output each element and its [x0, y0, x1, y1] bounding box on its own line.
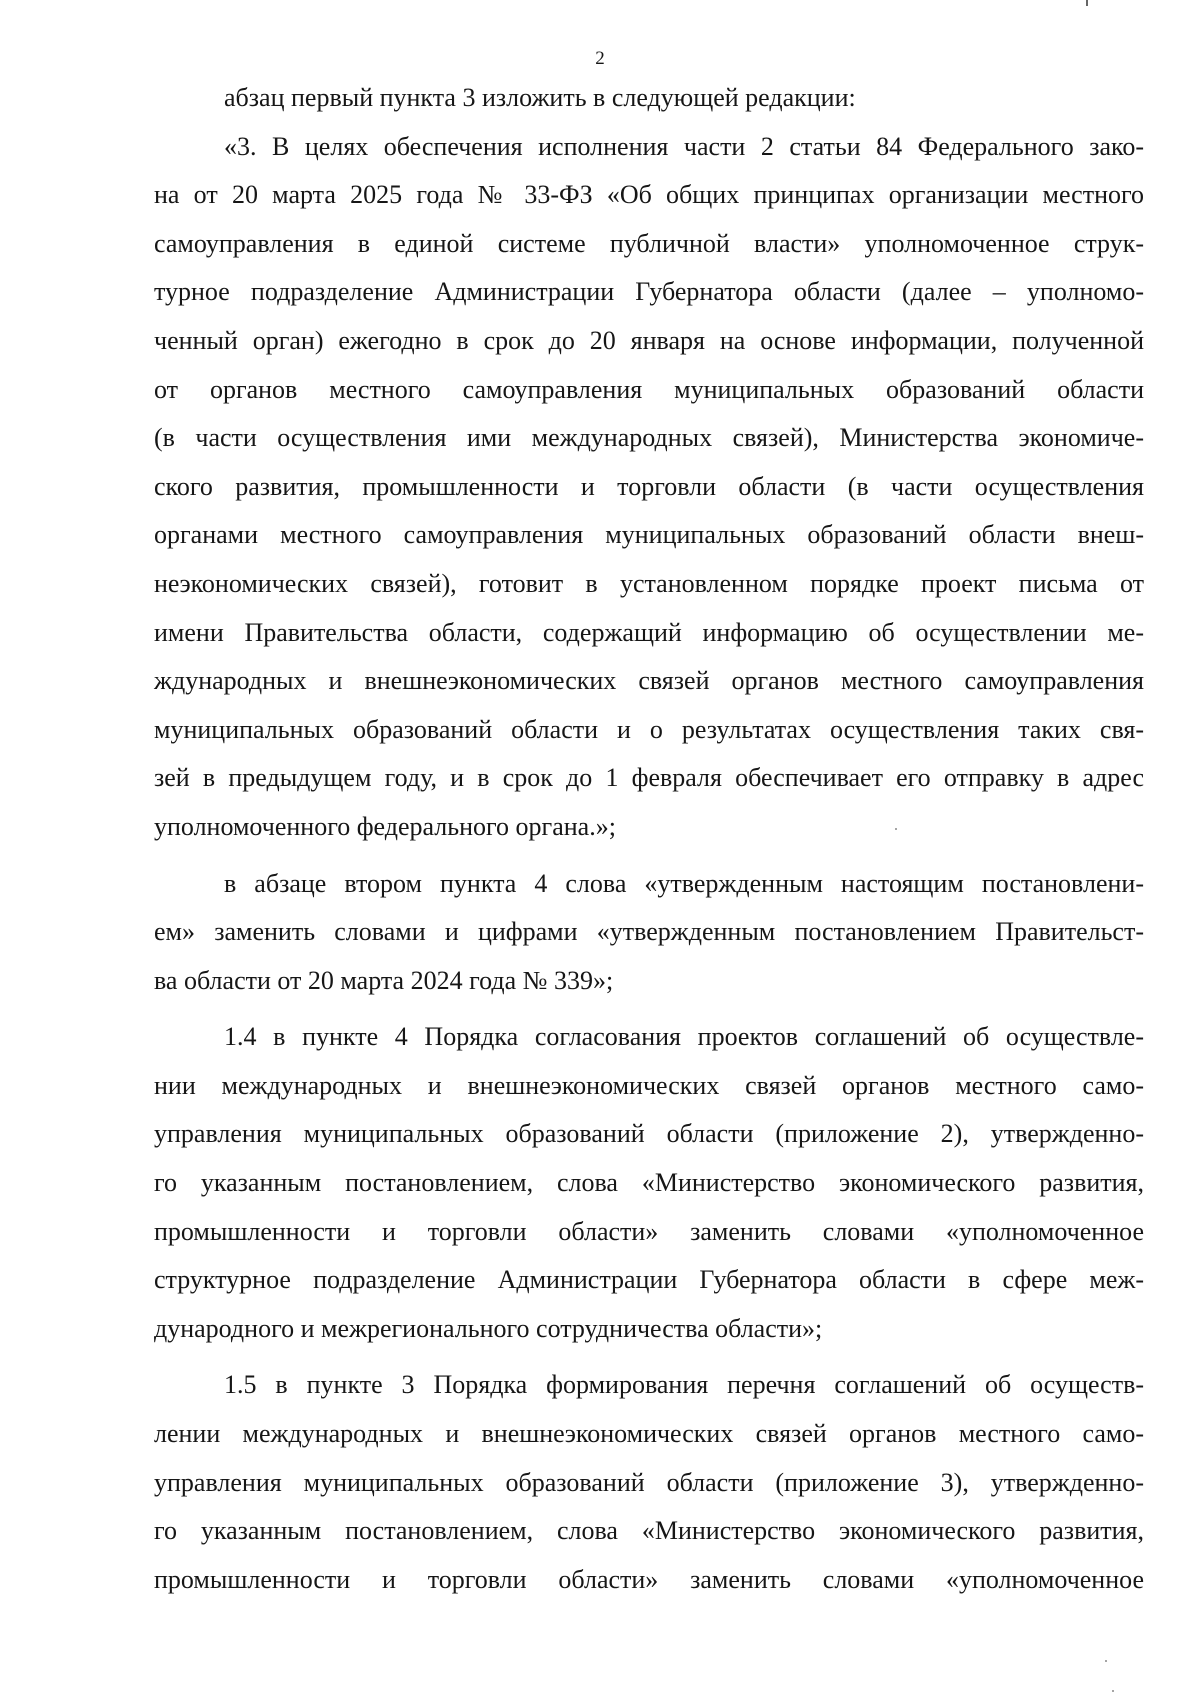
text-line: управления муниципальных образований области (приложение 3), утвержденно-: [154, 1467, 1144, 1497]
text-line: дународного и межрегионального сотрудничества области»;: [154, 1313, 823, 1343]
scan-speck: [895, 828, 897, 830]
text-line: 1.4 в пункте 4 Порядка согласования проектов соглашений об осуществле-: [224, 1022, 1144, 1052]
text-line: го указанным постановлением, слова «Министерство экономического развития,: [154, 1516, 1144, 1546]
text-line: структурное подразделение Администрации Губернатора области в сфере меж-: [154, 1265, 1144, 1295]
text-line: «3. В целях обеспечения исполнения части 2 статьи 84 Федерального зако-: [224, 131, 1144, 161]
text-line: ждународных и внешнеэкономических связей органов местного самоуправления: [154, 666, 1144, 696]
text-line: на от 20 марта 2025 года № 33-ФЗ «Об общих принципах организации местного: [154, 180, 1144, 210]
text-line: самоуправления в единой системе публичной власти» уполномоченное струк-: [154, 228, 1144, 258]
text-line: нии международных и внешнеэкономических связей органов местного само-: [154, 1070, 1144, 1100]
text-line: управления муниципальных образований области (приложение 2), утвержденно-: [154, 1119, 1144, 1149]
paragraph-item-1-5: [154, 1361, 1144, 1604]
paragraph-gap: [154, 1353, 1144, 1361]
text-line: муниципальных образований области и о результатах осуществления таких свя-: [154, 714, 1144, 744]
text-line: го указанным постановлением, слова «Министерство экономического развития,: [154, 1168, 1144, 1198]
text-line: ского развития, промышленности и торговли области (в части осуществления: [154, 471, 1144, 501]
document-body: [154, 74, 1144, 1604]
text-line: зей в предыдущем году, и в срок до 1 февраля обеспечивает его отправку в адрес: [154, 763, 1144, 793]
text-line: уполномоченного федерального органа.»;: [154, 811, 616, 841]
scan-edge-mark: [1086, 0, 1088, 6]
text-line: ва области от 20 марта 2024 года № 339»;: [154, 965, 614, 995]
paragraph-item-1-4: [154, 1013, 1144, 1353]
scan-speck: [1105, 1660, 1107, 1662]
text-line: промышленности и торговли области» заменить словами «уполномоченное: [154, 1564, 1144, 1594]
text-line: в абзаце втором пункта 4 слова «утвержденным настоящим постановлени-: [224, 868, 1144, 898]
page-number: 2: [595, 48, 605, 69]
paragraph-point-3-text: [154, 123, 1144, 852]
text-line: 1.5 в пункте 3 Порядка формирования перечня соглашений об осуществ-: [224, 1370, 1144, 1400]
text-line: абзац первый пункта 3 изложить в следующей редакции:: [224, 83, 856, 112]
text-line: неэкономических связей), готовит в установленном порядке проект письма от: [154, 568, 1144, 598]
paragraph-gap: [154, 1005, 1144, 1013]
text-line: имени Правительства области, содержащий информацию об осуществлении ме-: [154, 617, 1144, 647]
text-line: ем» заменить словами и цифрами «утвержденным постановлением Правительст-: [154, 917, 1144, 947]
scan-speck: [1112, 1690, 1114, 1692]
paragraph-point-4-amendment: [154, 860, 1144, 1006]
text-line: ченный орган) ежегодно в срок до 20 января на основе информации, полученной: [154, 325, 1144, 355]
text-line: от органов местного самоуправления муниципальных образований области: [154, 374, 1144, 404]
text-line: лении международных и внешнеэкономических связей органов местного само-: [154, 1419, 1144, 1449]
text-line: органами местного самоуправления муниципальных образований области внеш-: [154, 520, 1144, 550]
text-line: промышленности и торговли области» заменить словами «уполномоченное: [154, 1216, 1144, 1246]
paragraph-amendment-intro: [154, 74, 1144, 123]
text-line: турное подразделение Администрации Губернатора области (далее – уполномо-: [154, 277, 1144, 307]
paragraph-gap: [154, 852, 1144, 860]
text-line: (в части осуществления ими международных связей), Министерства экономиче-: [154, 423, 1144, 453]
